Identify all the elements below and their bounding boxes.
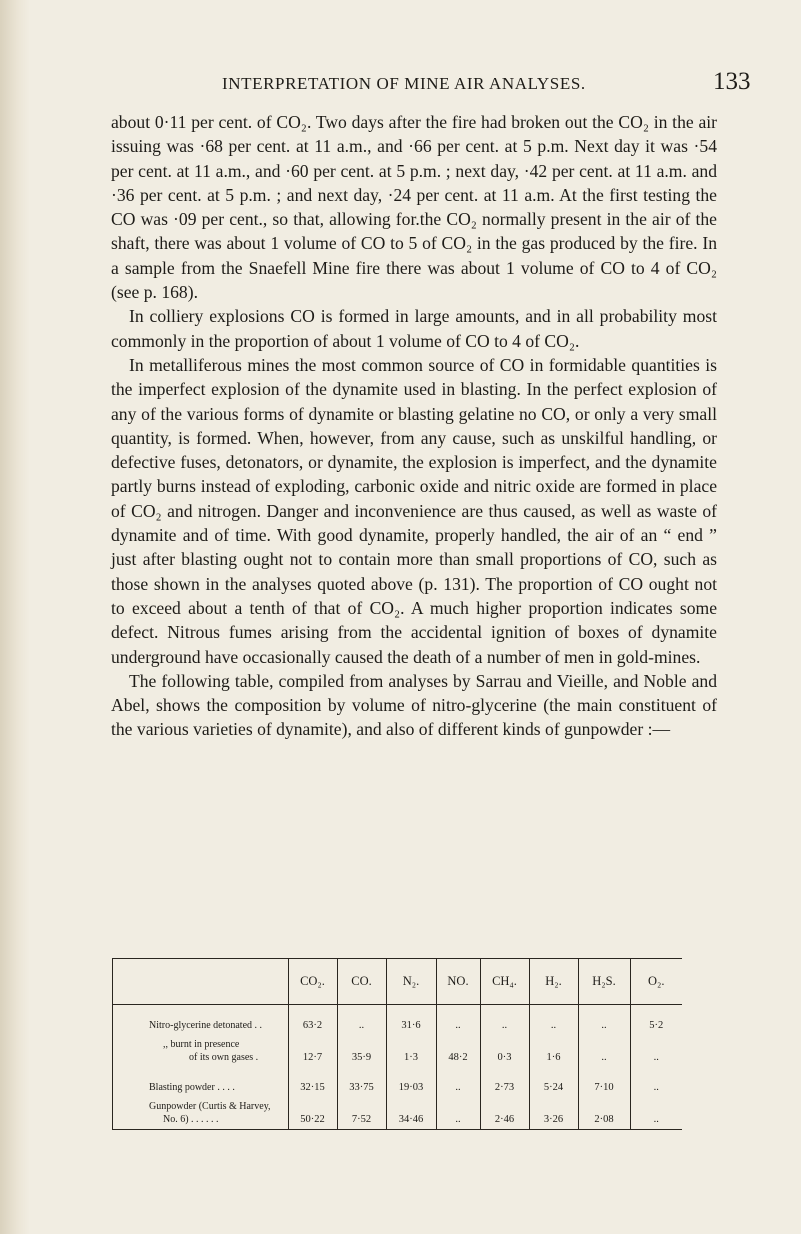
table-row [113,1005,682,1036]
table-cell: 31·6 [386,1005,436,1036]
row-label-line: No. 6) . . . . . . [163,1114,219,1125]
table-cell: 0·3 [480,1035,529,1067]
table-cell: 3·26 [529,1097,578,1129]
table-cell: .. [630,1067,682,1097]
paragraph: In metalliferous mines the most common source of CO in formidable quantities is the imperfect explosion of the dynamite used in blasting. In the perfect explosion of any of the various forms of dynamite or blasting gelatine no CO, or only a very small quantity, is formed. When, however, from any cause, such as unskilful handling, or defective fuses, detonators, or dynamite, the explosion is imperfect, and the dynamite partly burns instead of exploding, carbonic oxide and nitric oxide are formed in place of CO₂ and nitrogen. Danger and inconvenience are thus caused, as well as waste of dynamite and of time. With good dynamite, properly handled, the air of an “ end ” just after blasting ought not to contain more than small proportions of CO, such as those shown in the analyses quoted above (p. 131). The proportion of CO ought not to exceed about a tenth of that of CO₂. A much higher proportion indicates some defect. Nitrous fumes arising from the accidental ignition of boxes of dynamite underground have occasionally caused the death of a number of men in gold-mines. [111,354,717,667]
table-cell: 2·73 [480,1067,529,1097]
table-row [113,1035,682,1067]
paragraph: The following table, compiled from analyses by Sarrau and Vieille, and Noble and Abel, shows the composition by volume of nitro-glycerine (the main constituent of the various varieties of dynamite), and also of different kinds of gunpowder :— [111,670,717,740]
row-label [113,1097,288,1129]
table-cell: .. [436,1097,480,1129]
table-header-blank [113,959,288,1005]
row-label [113,1005,288,1036]
table-header: O₂. [630,959,682,1005]
table-header: CO₂. [288,959,337,1005]
table-cell: 34·46 [386,1097,436,1129]
table-cell: 1·6 [529,1035,578,1067]
table-cell: .. [529,1005,578,1036]
row-label-line: Nitro-glycerine detonated . . [149,1020,263,1031]
table-cell: .. [337,1005,386,1036]
composition-table [112,958,682,1130]
table-cell: 5·24 [529,1067,578,1097]
table-cell: 32·15 [288,1067,337,1097]
page-gutter-shadow [0,0,30,1234]
paragraph: about 0·11 per cent. of CO₂. Two days after the fire had broken out the CO₂ in the air issuing was ·68 per cent. at 11 a.m., and ·66 per cent. at 5 p.m. Next day it was ·54 per cent. at 11 a.m., and ·60 per cent. at 5 p.m. ; next day, ·42 per cent. at 11 a.m. and ·36 per cent. at 5 p.m. ; and next day, ·24 per cent. at 11 a.m. At the first testing the CO was ·09 per cent., so that, allowing for.the CO₂ normally present in the air of the shaft, there was about 1 volume of CO to 5 of CO₂ in the gas produced by the fire. In a sample from the Snaefell Mine fire there was about 1 volume of CO to 4 of CO₂ (see p. 168). [111,112,717,303]
table-cell: .. [578,1035,630,1067]
page-number: 133 [713,68,751,95]
row-label [113,1035,288,1067]
table-cell: 2·46 [480,1097,529,1129]
table-cell: 63·2 [288,1005,337,1036]
table-cell: .. [630,1035,682,1067]
table-header: N₂. [386,959,436,1005]
table-cell: 50·22 [288,1097,337,1129]
table-cell: 5·2 [630,1005,682,1036]
table-cell: .. [436,1067,480,1097]
table-cell: .. [578,1005,630,1036]
paragraph: In colliery explosions CO is formed in large amounts, and in all probability most commonly in the proportion of about 1 volume of CO to 4 of CO₂. [111,306,717,351]
body-text [111,110,717,742]
row-label [113,1067,288,1097]
row-label-line: Gunpowder (Curtis & Harvey, [149,1101,271,1112]
table-header: H₂S. [578,959,630,1005]
table-row [113,1067,682,1097]
table-cell: 2·08 [578,1097,630,1129]
table-header-row [113,959,682,1005]
table-row [113,1097,682,1129]
table-cell: .. [436,1005,480,1036]
table-cell: 19·03 [386,1067,436,1097]
row-label-line: ,, burnt in presence [163,1039,240,1050]
table-cell: .. [480,1005,529,1036]
table-header: CO. [337,959,386,1005]
table-header: CH₄. [480,959,529,1005]
row-label-line: of its own gases . [189,1052,259,1063]
table-cell: 48·2 [436,1035,480,1067]
table-cell: 7·10 [578,1067,630,1097]
table-header: NO. [436,959,480,1005]
table-cell: 33·75 [337,1067,386,1097]
table-cell: .. [630,1097,682,1129]
table-cell: 1·3 [386,1035,436,1067]
running-head: INTERPRETATION OF MINE AIR ANALYSES. [222,74,586,93]
row-label-line: Blasting powder . . . . [149,1082,235,1093]
table-header: H₂. [529,959,578,1005]
table-cell: 7·52 [337,1097,386,1129]
table-cell: 35·9 [337,1035,386,1067]
table-cell: 12·7 [288,1035,337,1067]
